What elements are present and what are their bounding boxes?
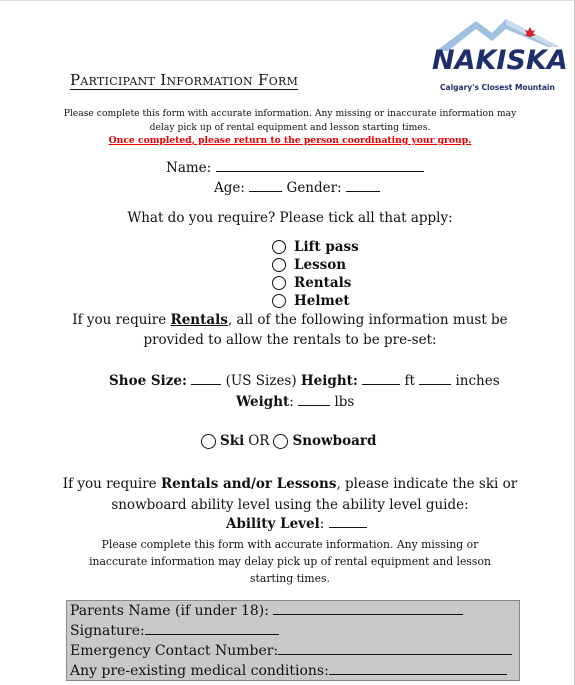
- logo-tagline: Calgary's Closest Mountain: [440, 83, 555, 92]
- shoe-size-label: Shoe Size:: [109, 373, 187, 389]
- medical-row: [70, 661, 507, 679]
- rentals-word: Rentals: [170, 312, 228, 328]
- gender-label: Gender:: [286, 180, 342, 196]
- radio-circle-icon[interactable]: [272, 294, 286, 308]
- intro-line-1: Please complete this form with accurate information. Any missing or inaccurate information may: [63, 108, 517, 119]
- name-label: Name:: [166, 160, 212, 176]
- signature-row: [70, 621, 279, 639]
- require-question: What do you require? Please tick all that apply:: [127, 210, 453, 226]
- repeat-line-1: Please complete this form with accurate information. Any missing or: [101, 538, 479, 551]
- ability-row: Ability Level:: [226, 515, 367, 532]
- emergency-field[interactable]: [278, 641, 512, 655]
- medical-field[interactable]: [329, 661, 507, 675]
- height-ft-field[interactable]: [362, 372, 400, 385]
- option-helmet[interactable]: [272, 293, 350, 309]
- lbs-label: lbs: [334, 394, 355, 410]
- repeat-line-2: inaccurate information may delay pick up of rental equipment and lesson: [89, 555, 491, 568]
- snowboard-label: Snowboard: [292, 433, 377, 449]
- ability-label: Ability Level: [226, 516, 320, 532]
- option-lesson[interactable]: [272, 257, 346, 273]
- us-sizes-label: (US Sizes): [225, 373, 297, 389]
- height-inches-field[interactable]: [419, 372, 451, 385]
- repeat-line-3: starting times.: [250, 572, 330, 585]
- age-label: Age:: [214, 180, 245, 196]
- name-field[interactable]: [216, 159, 424, 172]
- option-label: Rentals: [294, 275, 352, 291]
- weight-field[interactable]: [298, 393, 330, 406]
- parents-row: [70, 601, 463, 619]
- inches-label: inches: [455, 373, 500, 389]
- option-label: Lift pass: [294, 239, 359, 255]
- radio-circle-icon[interactable]: [272, 240, 286, 254]
- shoe-size-field[interactable]: [191, 372, 221, 385]
- shoe-height-row: [109, 372, 500, 389]
- parents-label: Parents Name (if under 18):: [70, 603, 269, 619]
- option-rentals[interactable]: [272, 275, 351, 291]
- intro-line-2: delay pick up of rental equipment and lesson starting times.: [149, 122, 431, 133]
- gender-field[interactable]: [346, 179, 380, 192]
- option-label: Helmet: [294, 293, 350, 309]
- rentals-note-line-1: If you require Rentals, all of the following information must be: [72, 312, 508, 328]
- emergency-row: [70, 641, 512, 659]
- height-label: Height:: [300, 373, 358, 389]
- ski-label: Ski: [220, 433, 245, 449]
- ability-note-line-2: snowboard ability level using the ability level guide:: [111, 497, 469, 513]
- return-note: Once completed, please return to the person coordinating your group.: [108, 135, 472, 146]
- rentals-lessons-bold: Rentals and/or Lessons: [160, 476, 337, 492]
- medical-label: Any pre-existing medical conditions:: [70, 663, 329, 679]
- ability-note-line-1: If you require Rentals and/or Lessons, please indicate the ski or: [62, 476, 518, 492]
- name-row: [166, 159, 424, 176]
- ft-label: ft: [404, 373, 415, 389]
- logo-wordmark: NAKISKA: [432, 45, 568, 76]
- weight-row: Weight: lbs: [236, 394, 355, 410]
- emergency-label: Emergency Contact Number:: [70, 643, 279, 659]
- age-field[interactable]: [249, 179, 282, 192]
- radio-circle-icon[interactable]: [272, 258, 286, 272]
- option-label: Lesson: [294, 257, 347, 273]
- signature-label: Signature:: [70, 623, 145, 639]
- signature-field[interactable]: [145, 621, 279, 635]
- radio-circle-icon[interactable]: [272, 276, 286, 290]
- ability-field[interactable]: [329, 515, 367, 528]
- form-title: Participant Information Form: [70, 71, 299, 89]
- option-lift-pass[interactable]: [272, 239, 359, 255]
- ski-radio-icon[interactable]: [201, 434, 216, 449]
- snowboard-radio-icon[interactable]: [273, 434, 288, 449]
- ski-snowboard-row: [201, 433, 376, 449]
- or-label: OR: [248, 433, 270, 449]
- weight-label: Weight: [236, 394, 290, 410]
- rentals-note-line-2: provided to allow the rentals to be pre-set:: [143, 332, 437, 348]
- age-gender-row: [214, 179, 380, 196]
- parents-field[interactable]: [273, 601, 463, 615]
